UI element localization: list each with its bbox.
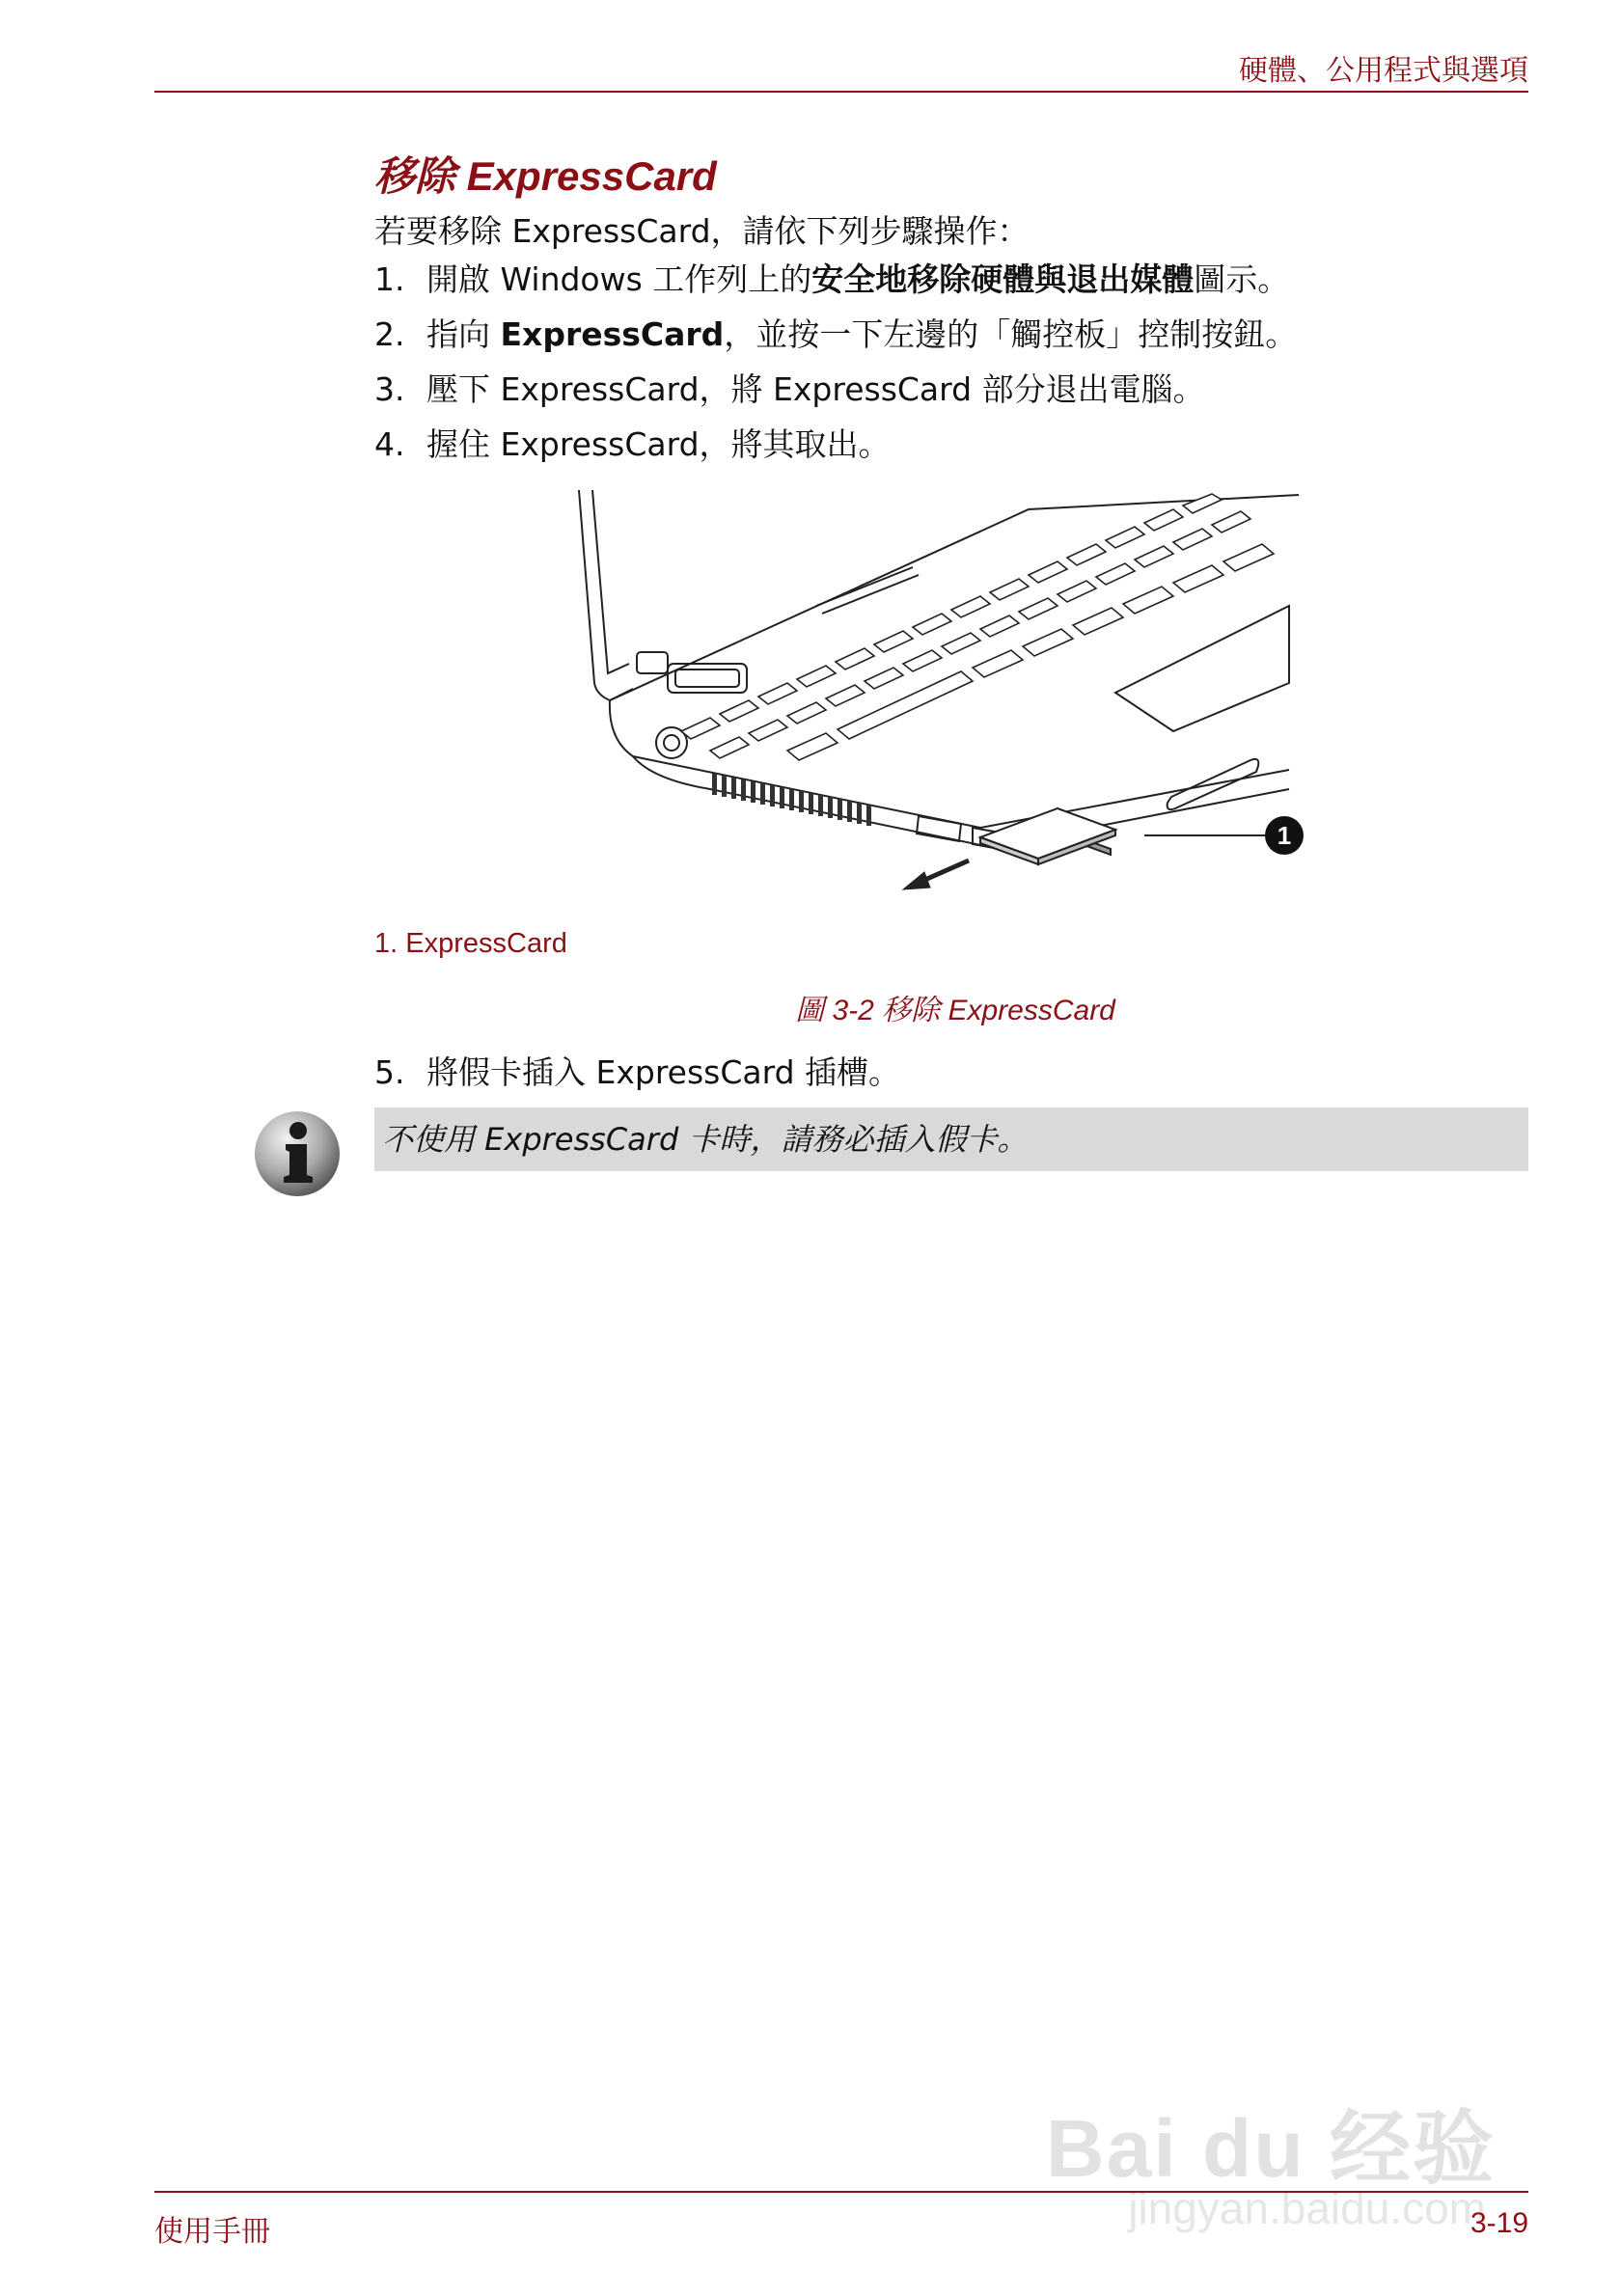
- laptop-illustration-svg: [575, 490, 1306, 916]
- callout-number: 1: [1277, 821, 1292, 850]
- note-text: 不使用 ExpressCard 卡時，請務必插入假卡。: [382, 1121, 1029, 1158]
- figure-legend: 1. ExpressCard: [374, 928, 567, 959]
- step-item: 1. 開啟 Windows 工作列上的安全地移除硬體與退出媒體圖示。: [374, 260, 1290, 298]
- laptop-expresscard-illustration: [575, 490, 1306, 916]
- step-item: 4. 握住 ExpressCard，將其取出。: [374, 425, 891, 463]
- section-title: 移除 ExpressCard: [374, 153, 717, 199]
- info-icon: [253, 1109, 342, 1198]
- watermark-url: jingyan.baidu.com: [1128, 2183, 1486, 2233]
- step-item: 3. 壓下 ExpressCard，將 ExpressCard 部分退出電腦。: [374, 370, 1205, 408]
- steps-list: [374, 260, 1297, 480]
- watermark-logo: Bai du 经验: [1045, 2103, 1496, 2194]
- note-box: [374, 1107, 1528, 1171]
- page-number: 3-19: [1470, 2207, 1528, 2239]
- step-item: 5. 將假卡插入 ExpressCard 插槽。: [374, 1053, 901, 1091]
- figure-caption: 圖 3-2 移除 ExpressCard: [795, 995, 1115, 1026]
- footer-manual-title: 使用手冊: [154, 2215, 270, 2249]
- step-item: 2. 指向 ExpressCard，並按一下左邊的「觸控板」控制按鈕。: [374, 315, 1298, 353]
- footer-rule: [154, 2191, 1528, 2193]
- header-rule: [154, 91, 1528, 93]
- intro-text: 若要移除 ExpressCard，請依下列步驟操作：: [374, 212, 1030, 250]
- page-header-title: 硬體、公用程式與選項: [1239, 54, 1528, 88]
